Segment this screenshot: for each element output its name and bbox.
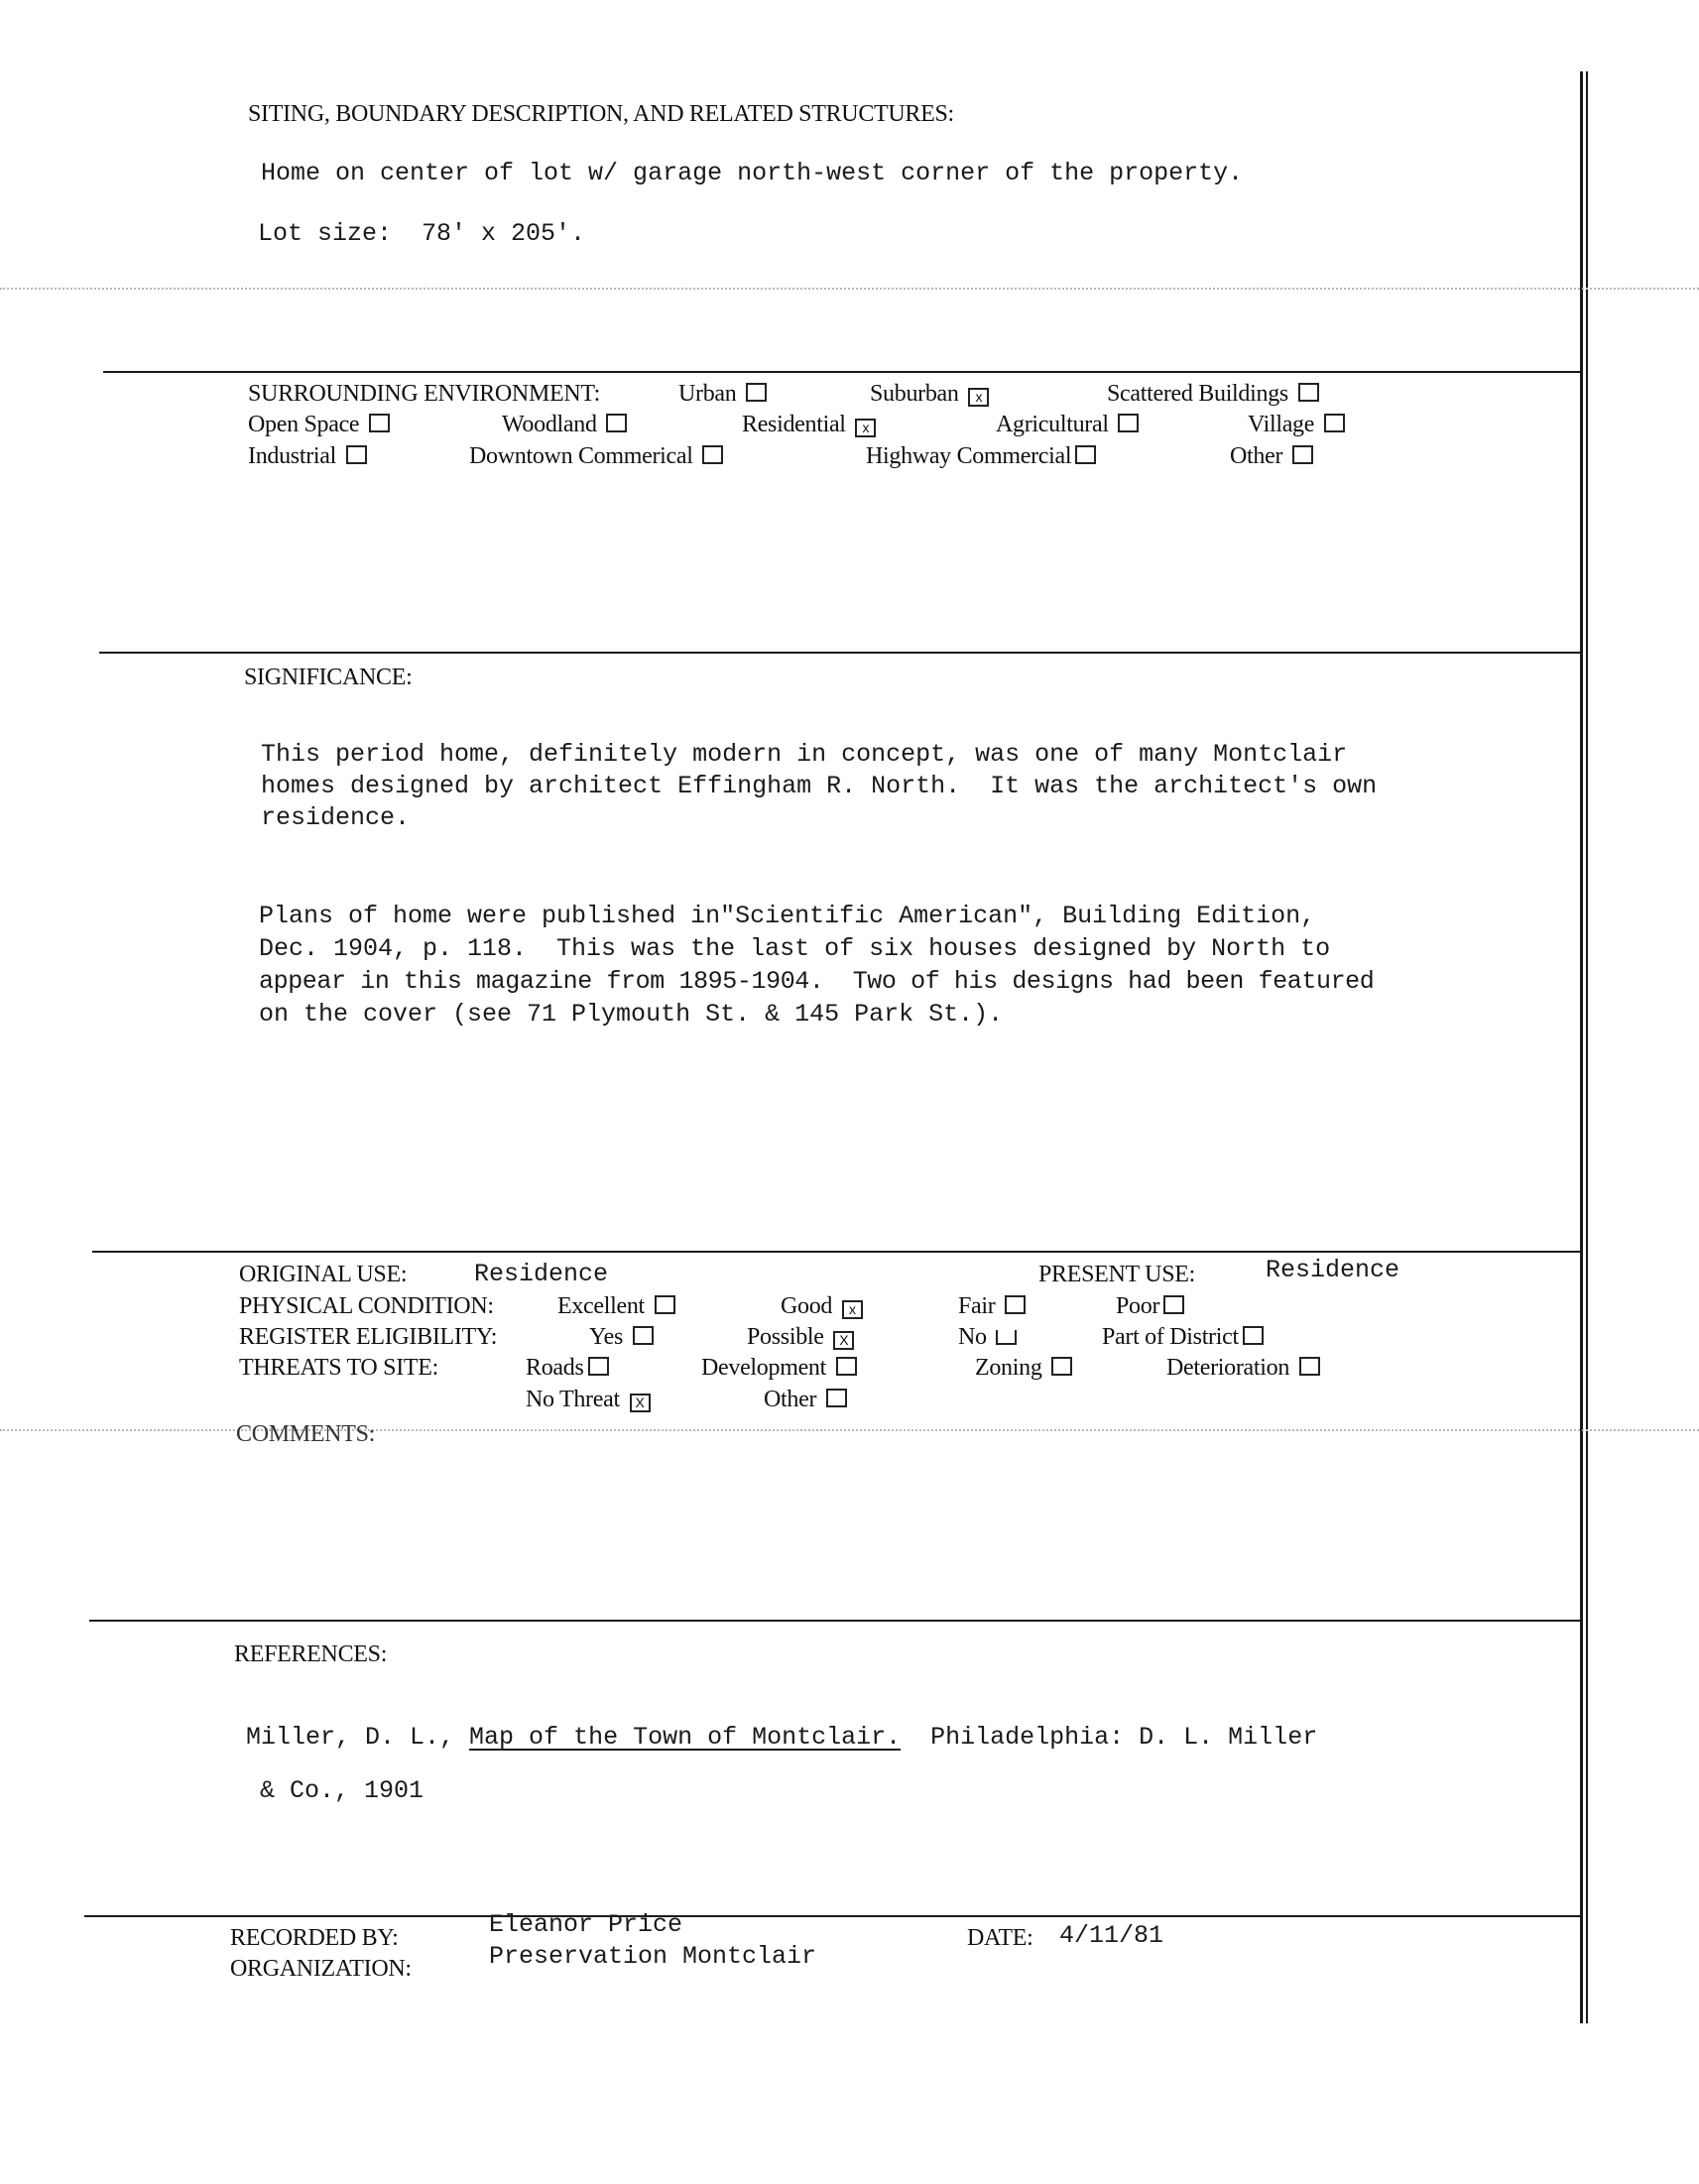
original-use-value: Residence (474, 1260, 609, 1288)
organization-label: ORGANIZATION: (230, 1956, 412, 1982)
option-label: Excellent (557, 1293, 645, 1319)
section-divider (103, 371, 1581, 373)
threat-other[interactable] (764, 1386, 847, 1413)
checkbox-roads[interactable] (588, 1357, 609, 1376)
option-label: Village (1248, 412, 1315, 437)
significance-line: Plans of home were published in"Scientific American", Building Edition, (259, 902, 1316, 930)
lot-size: Lot size: 78' x 205'. (258, 219, 586, 248)
organization-value: Preservation Montclair (489, 1942, 817, 1971)
threat-zoning[interactable] (975, 1354, 1072, 1382)
option-agricultural[interactable] (996, 411, 1139, 438)
option-suburban[interactable] (870, 380, 989, 408)
eligibility-part-of-district[interactable] (1102, 1323, 1264, 1351)
significance-line: This period home, definitely modern in concept, was one of many Montclair (261, 740, 1348, 769)
checkbox-no[interactable] (996, 1330, 1017, 1345)
date-label: DATE: (967, 1925, 1033, 1951)
checkbox-scattered-buildings[interactable] (1298, 383, 1319, 402)
condition-fair[interactable] (958, 1292, 1026, 1320)
option-label: Industrial (248, 443, 336, 469)
option-label: Highway Commercial (866, 443, 1072, 469)
option-other[interactable] (1230, 442, 1313, 470)
option-village[interactable] (1248, 411, 1345, 438)
original-use-label: ORIGINAL USE: (239, 1262, 408, 1287)
option-label: Poor (1116, 1293, 1160, 1319)
option-label: Fair (958, 1293, 996, 1319)
right-border-outer (1586, 71, 1588, 2023)
eligibility-no[interactable] (958, 1323, 1017, 1351)
option-label: Downtown Commerical (469, 443, 693, 469)
option-label: Woodland (502, 412, 597, 437)
threat-development[interactable] (701, 1354, 857, 1382)
recorded-by-label: RECORDED BY: (230, 1925, 399, 1951)
option-label: Other (1230, 443, 1283, 469)
significance-heading: SIGNIFICANCE: (244, 665, 413, 690)
significance-line: on the cover (see 71 Plymouth St. & 145 Park St.). (259, 1000, 1004, 1029)
physical-condition-label: PHYSICAL CONDITION: (239, 1293, 494, 1319)
option-label: Possible (747, 1324, 824, 1350)
option-label: Urban (678, 381, 737, 407)
checkbox-residential[interactable]: x (855, 419, 876, 437)
references-heading: REFERENCES: (234, 1641, 388, 1667)
threats-label: THREATS TO SITE: (239, 1355, 438, 1381)
option-scattered-buildings[interactable] (1107, 380, 1319, 408)
option-woodland[interactable] (502, 411, 627, 438)
checkbox-good[interactable]: x (842, 1300, 863, 1319)
option-label: Scattered Buildings (1107, 381, 1288, 407)
register-eligibility-label: REGISTER ELIGIBILITY: (239, 1324, 498, 1350)
option-highway-commercial[interactable] (866, 442, 1096, 470)
scan-dotted-line (0, 288, 1699, 290)
checkbox-excellent[interactable] (655, 1295, 675, 1314)
option-industrial[interactable] (248, 442, 367, 470)
section-divider (92, 1251, 1581, 1253)
option-label: Good (781, 1293, 833, 1319)
option-label: Development (701, 1355, 826, 1381)
option-label: No Threat (526, 1387, 620, 1412)
condition-poor[interactable] (1116, 1292, 1184, 1320)
threat-deterioration[interactable] (1166, 1354, 1320, 1382)
checkbox-development[interactable] (836, 1357, 857, 1376)
option-downtown-commercial[interactable] (469, 442, 723, 470)
checkbox-threat-other[interactable] (826, 1389, 847, 1407)
option-label: Part of District (1102, 1324, 1239, 1350)
date-value: 4/11/81 (1059, 1921, 1164, 1950)
option-label: Deterioration (1166, 1355, 1290, 1381)
option-label: Yes (589, 1324, 624, 1350)
option-label: Other (764, 1387, 817, 1412)
significance-line: Dec. 1904, p. 118. This was the last of six houses designed by North to (259, 934, 1331, 963)
option-residential[interactable] (742, 411, 876, 438)
checkbox-highway-commercial[interactable] (1075, 445, 1096, 464)
right-border-inner (1580, 71, 1583, 2023)
option-urban[interactable] (678, 380, 767, 408)
section-divider (89, 1620, 1581, 1622)
significance-line: residence. (261, 803, 411, 832)
comments-heading: COMMENTS: (236, 1421, 375, 1447)
option-label: No (958, 1324, 987, 1350)
eligibility-possible[interactable] (747, 1323, 854, 1351)
checkbox-poor[interactable] (1163, 1295, 1184, 1314)
checkbox-woodland[interactable] (606, 414, 627, 432)
reference-publisher: Philadelphia: D. L. Miller (901, 1723, 1318, 1752)
condition-excellent[interactable] (557, 1292, 675, 1320)
option-label: Roads (526, 1355, 584, 1381)
checkbox-urban[interactable] (746, 383, 767, 402)
option-label: Residential (742, 412, 846, 437)
checkbox-part-of-district[interactable] (1243, 1326, 1264, 1345)
option-open-space[interactable] (248, 411, 390, 438)
section-divider (99, 652, 1581, 654)
recorded-by-value: Eleanor Price (489, 1910, 683, 1939)
option-label: Zoning (975, 1355, 1042, 1381)
checkbox-yes[interactable] (633, 1326, 654, 1345)
reference-author: Miller, D. L., (246, 1723, 470, 1752)
section-divider (84, 1915, 1581, 1917)
checkbox-downtown-commercial[interactable] (702, 445, 723, 464)
eligibility-yes[interactable] (589, 1323, 654, 1351)
present-use-label: PRESENT USE: (1038, 1262, 1195, 1287)
threat-no-threat[interactable] (526, 1386, 651, 1413)
condition-good[interactable] (781, 1292, 863, 1320)
reference-line (246, 1723, 1317, 1753)
siting-heading: SITING, BOUNDARY DESCRIPTION, AND RELATED STRUCTURES: (248, 101, 954, 127)
siting-description: Home on center of lot w/ garage north-west corner of the property. (261, 159, 1244, 187)
reference-title: Map of the Town of Montclair. (469, 1723, 902, 1752)
checkbox-open-space[interactable] (369, 414, 390, 432)
checkbox-agricultural[interactable] (1118, 414, 1139, 432)
checkbox-possible[interactable]: X (833, 1331, 854, 1350)
present-use-value: Residence (1266, 1256, 1400, 1284)
checkbox-suburban[interactable]: x (968, 388, 989, 407)
significance-line: homes designed by architect Effingham R. North. It was the architect's own (261, 772, 1378, 800)
checkbox-industrial[interactable] (346, 445, 367, 464)
reference-line-2: & Co., 1901 (260, 1776, 425, 1805)
option-label: Open Space (248, 412, 360, 437)
significance-line: appear in this magazine from 1895-1904. Two of his designs had been featured (259, 967, 1375, 996)
option-label: Suburban (870, 381, 959, 407)
option-label: Agricultural (996, 412, 1109, 437)
checkbox-other[interactable] (1292, 445, 1313, 464)
checkbox-no-threat[interactable]: X (630, 1394, 651, 1412)
threat-roads[interactable] (526, 1354, 609, 1382)
checkbox-fair[interactable] (1005, 1295, 1026, 1314)
checkbox-village[interactable] (1324, 414, 1345, 432)
checkbox-deterioration[interactable] (1299, 1357, 1320, 1376)
checkbox-zoning[interactable] (1051, 1357, 1072, 1376)
surrounding-heading: SURROUNDING ENVIRONMENT: (248, 381, 600, 407)
